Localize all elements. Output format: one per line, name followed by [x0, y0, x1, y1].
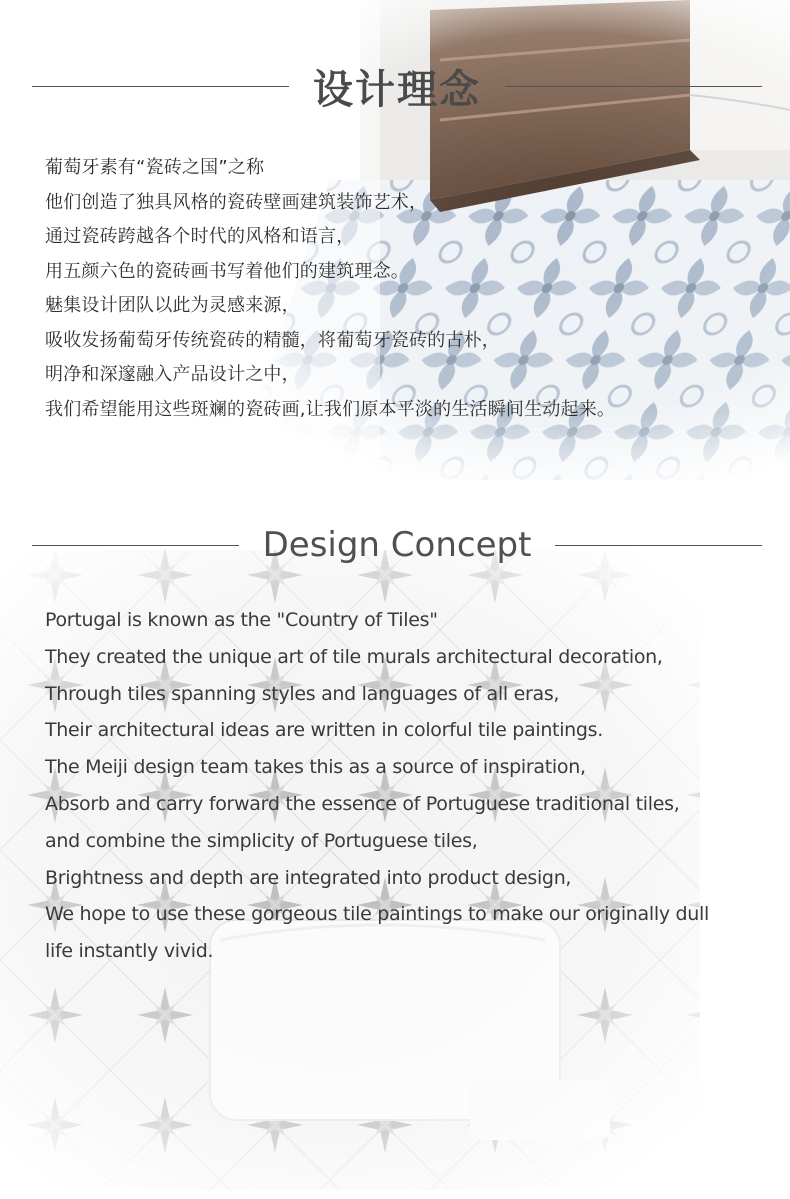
text-line: Absorb and carry forward the essence of Portuguese traditional tiles,: [45, 792, 680, 815]
concept-text-en: [45, 602, 745, 970]
section-header-en: [32, 520, 762, 570]
divider-line-left: [32, 86, 289, 87]
text-line: 用五颜六色的瓷砖画书写着他们的建筑理念。: [45, 260, 409, 282]
concept-text-cn: [45, 151, 745, 427]
divider-line-right: [505, 86, 762, 87]
section-title-cn: 设计理念: [313, 66, 481, 113]
text-line: They created the unique art of tile murals architectural decoration,: [45, 645, 663, 668]
text-line: 我们希望能用这些斑斓的瓷砖画,让我们原本平淡的生活瞬间生动起来。: [45, 398, 616, 420]
text-line: and combine the simplicity of Portuguese tiles,: [45, 829, 478, 852]
text-line: 他们创造了独具风格的瓷砖壁画建筑装饰艺术，: [45, 191, 428, 213]
text-line: 明净和深邃融入产品设计之中，: [45, 364, 300, 385]
divider-line-left: [32, 545, 239, 546]
divider-line-right: [555, 545, 762, 546]
text-line: 通过瓷砖跨越各个时代的风格和语言，: [45, 226, 355, 247]
text-line: life instantly vivid.: [45, 940, 214, 963]
text-line: Their architectural ideas are written in colorful tile paintings.: [45, 719, 604, 742]
text-line: 葡萄牙素有“瓷砖之国”之称: [45, 157, 265, 178]
section-header-cn: [32, 58, 762, 114]
text-line: Through tiles spanning styles and languages of all eras,: [45, 682, 560, 705]
text-line: 吸收发扬葡萄牙传统瓷砖的精髓，将葡萄牙瓷砖的古朴，: [45, 329, 500, 351]
text-line: 魅集设计团队以此为灵感来源，: [45, 295, 300, 316]
text-line: Portugal is known as the "Country of Tiles": [45, 609, 438, 631]
text-line: We hope to use these gorgeous tile paintings to make our originally dull: [45, 903, 709, 926]
text-line: The Meiji design team takes this as a source of inspiration,: [45, 756, 586, 779]
section-title-en: Design Concept: [262, 525, 532, 565]
text-line: Brightness and depth are integrated into product design,: [45, 866, 572, 889]
